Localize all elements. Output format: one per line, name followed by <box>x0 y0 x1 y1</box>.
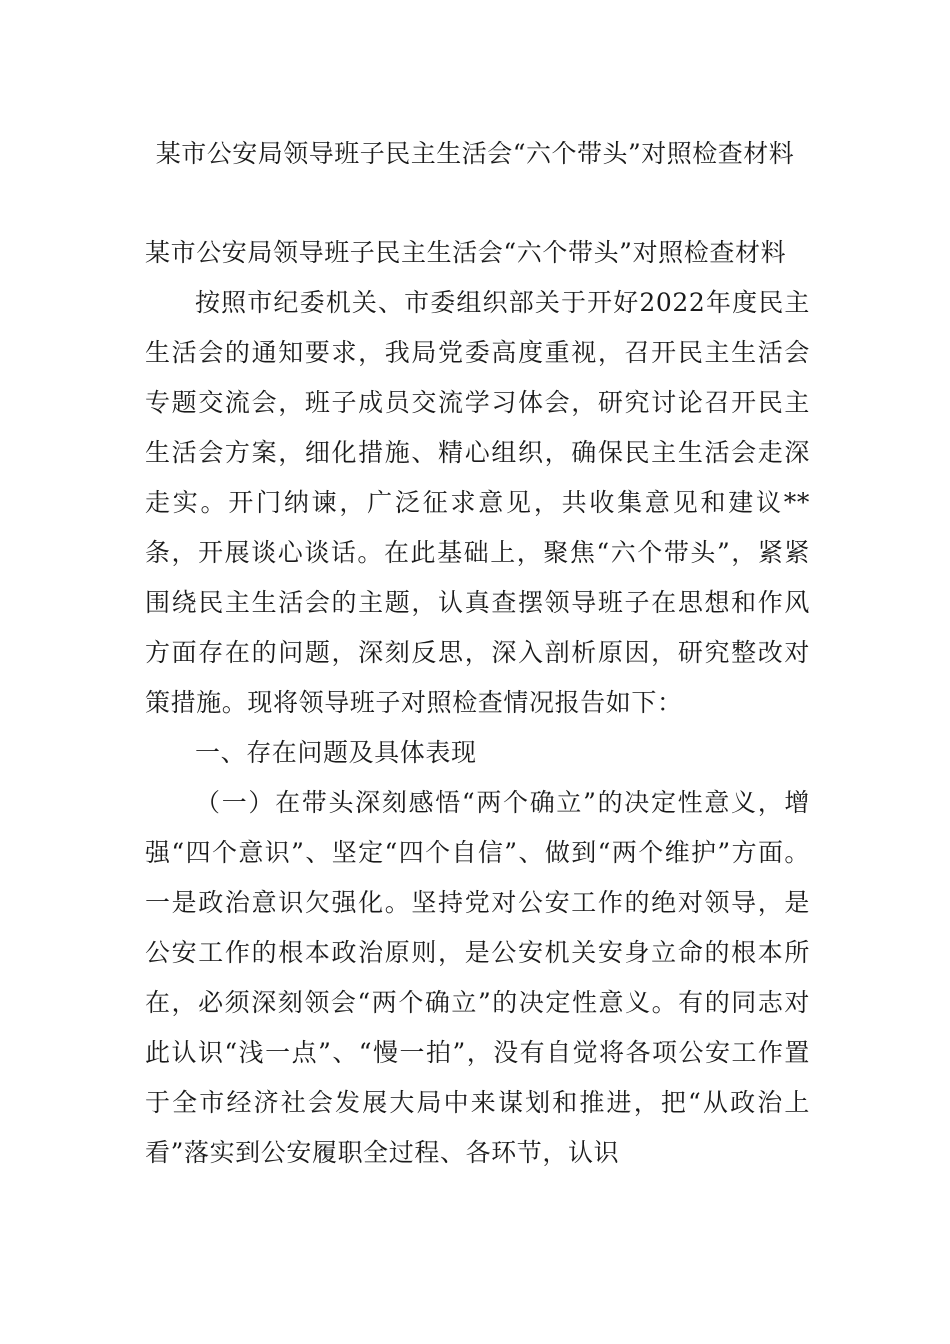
document-title: 某市公安局领导班子民主生活会“六个带头”对照检查材料 <box>155 139 795 168</box>
intro-paragraph: 按照市纪委机关、市委组织部关于开好2022年度民主生活会的通知要求，我局党委高度重视，召开民主生活会专题交流会，班子成员交流学习体会，研究讨论召开民主生活会方案，细化措施、精心组织，确保民主生活会走深走实。开门纳谏，广泛征求意见，共收集意见和建议**条，开展谈心谈话。在此基础上，聚焦“六个带头”，紧紧围绕民主生活会的主题，认真查摆领导班子在思想和作风方面存在的问题，深刻反思，深入剖析原因，研究整改对策措施。现将领导班子对照检查情况报告如下： <box>145 288 810 717</box>
document-body <box>145 228 810 1178</box>
section-heading: 一、存在问题及具体表现 <box>195 738 477 767</box>
section-paragraph: （一）在带头深刻感悟“两个确立”的决定性意义，增强“四个意识”、坚定“四个自信”、做到“两个维护”方面。一是政治意识欠强化。坚持党对公安工作的绝对领导，是公安工作的根本政治原则，是公安机关安身立命的根本所在，必须深刻领会“两个确立”的决定性意义。有的同志对此认识“浅一点”、“慢一拍”，没有自觉将各项公安工作置于全市经济社会发展大局中来谋划和推进，把“从政治上看”落实到公安履职全过程、各环节，认识 <box>145 788 810 1167</box>
body-heading-repeat: 某市公安局领导班子民主生活会“六个带头”对照检查材料 <box>145 238 787 267</box>
